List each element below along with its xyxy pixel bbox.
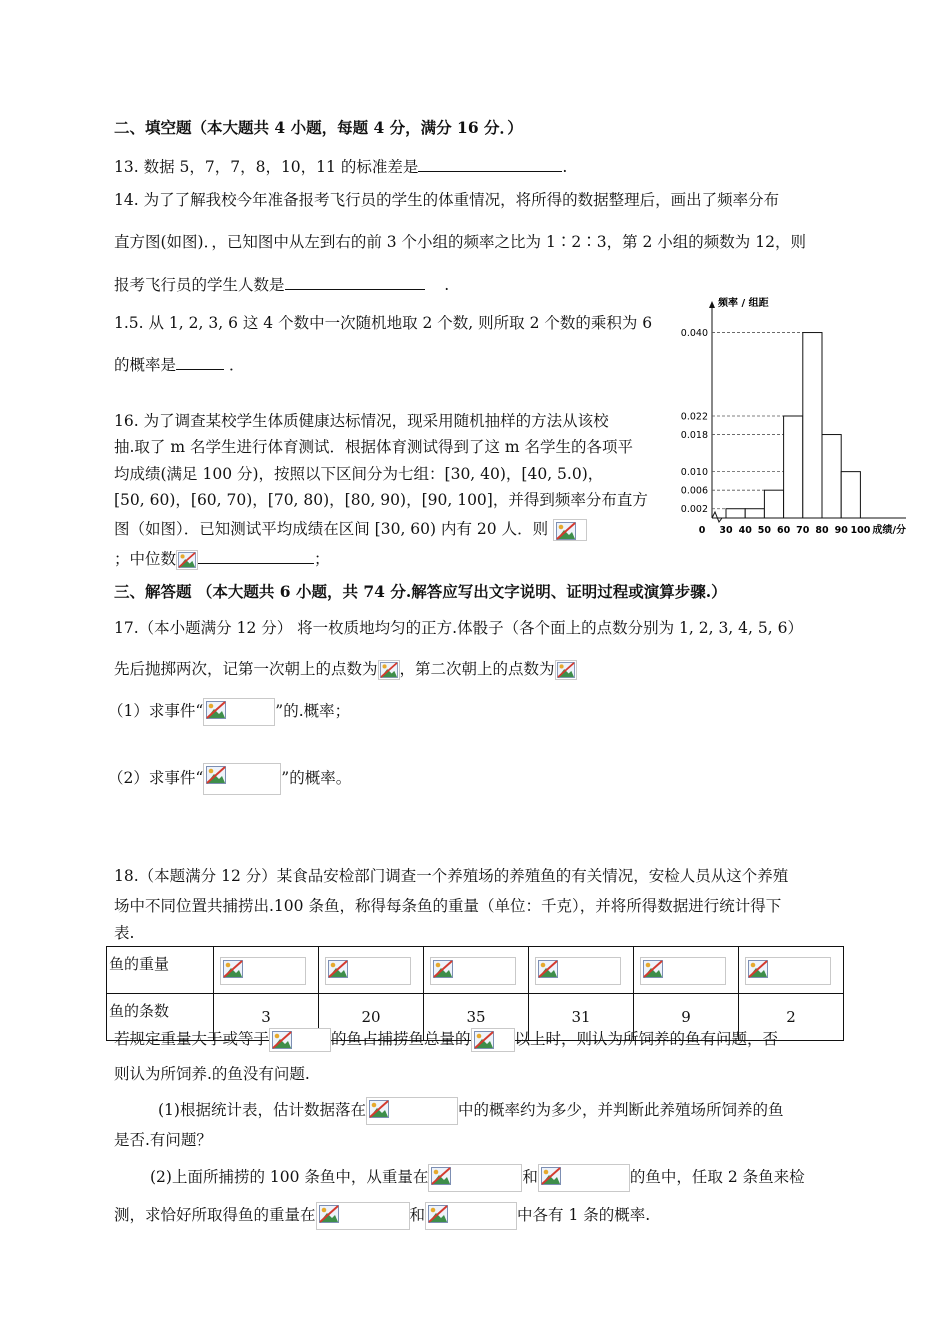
- y-tick-label: 0.010: [680, 467, 708, 479]
- histogram-bar: [822, 435, 841, 518]
- interval-formula-image: [640, 957, 726, 985]
- image-placeholder-icon: [428, 1205, 448, 1223]
- interval-formula-image: [535, 957, 621, 985]
- histogram-y-axis-label: 频率 / 组距: [718, 298, 769, 309]
- weight-interval-cell: [739, 947, 844, 994]
- image-placeholder-icon: [178, 552, 196, 568]
- image-placeholder-icon: [643, 960, 663, 978]
- event-formula-image: [203, 763, 281, 795]
- image-placeholder-icon: [556, 522, 576, 540]
- section-3-heading: 三、解答题 （本大题共 6 小题，共 74 分.解答应写出文字说明、证明过程或演算步骤.）: [114, 582, 727, 601]
- image-placeholder-icon: [206, 701, 226, 719]
- q16-line-4: [50, 60)，[60, 70)，[70, 80)，[80, 90)，[90, 100]，并得到频率分布直方: [114, 491, 648, 509]
- y-axis-arrow: [709, 301, 715, 308]
- interval-formula-image: [428, 1164, 522, 1192]
- q15-answer-blank[interactable]: [176, 353, 224, 370]
- q17-part-1: （1）求事件“ ”的.概率；: [108, 698, 350, 726]
- question-13: 13. 数据 5，7，7，8，10，11 的标准差是 .: [114, 155, 567, 178]
- image-placeholder-icon: [369, 1100, 389, 1118]
- count-cell: 9: [634, 994, 739, 1041]
- formula-image-y: [555, 660, 577, 680]
- image-placeholder-icon: [206, 766, 226, 784]
- q14-line-1: 14. 为了了解我校今年准备报考飞行员的学生的体重情况，将所得的数据整理后，画出了频率分布: [114, 191, 780, 209]
- q14-line-2: 直方图(如图)．，已知图中从左到右的前 3 个小组的频率之比为 1∶2∶3，第 2 小组的频数为 12，则: [114, 233, 806, 251]
- image-placeholder-icon: [272, 1031, 292, 1049]
- q18-line-2: 场中不同位置共捕捞出.100 条鱼，称得每条鱼的重量（单位：千克），并将所得数据进行统计得下: [114, 897, 782, 915]
- x-tick-label: 70: [796, 525, 810, 536]
- image-placeholder-icon: [538, 960, 558, 978]
- x-tick-label: 30: [719, 525, 733, 536]
- image-placeholder-icon: [748, 960, 768, 978]
- q15-line-2: 的概率是 ．: [114, 353, 244, 376]
- q13-text: 13. 数据 5，7，7，8，10，11 的标准差是: [114, 158, 419, 176]
- histogram-bar: [745, 509, 764, 518]
- q13-answer-blank[interactable]: [418, 155, 562, 172]
- interval-formula-image: [220, 957, 306, 985]
- histogram-x-axis-label: 成绩/分: [872, 525, 907, 536]
- y-tick-label: 0.022: [680, 411, 708, 423]
- x-tick-label: 100: [850, 525, 871, 536]
- interval-formula-image: [745, 957, 831, 985]
- q17-line-2: 先后抛掷两次，记第一次朝上的点数为 ，第二次朝上的点数为: [114, 658, 577, 680]
- x-tick-label: 50: [757, 525, 772, 536]
- frequency-histogram: [668, 292, 930, 540]
- image-placeholder-icon: [223, 960, 243, 978]
- y-tick-label: 0.040: [680, 328, 708, 340]
- q16-line-6: ；中位数 ；: [114, 547, 330, 570]
- image-placeholder-icon: [433, 960, 453, 978]
- table-row-weight: [107, 947, 844, 994]
- q18-part-1-cont: 是否.有问题？: [114, 1131, 212, 1149]
- q16-median-blank[interactable]: [198, 547, 314, 564]
- formula-image: [553, 519, 587, 541]
- q15-line-1: 1.5. 从 1, 2, 3, 6 这 4 个数中一次随机地取 2 个数, 则所取 2 个数的乘积为 6: [114, 314, 653, 332]
- q18-part-1: (1)根据统计表，估计数据落在 中的概率约为多少，并判断此养殖场所饲养的鱼: [158, 1097, 783, 1125]
- y-tick-label: 0.002: [680, 504, 708, 516]
- histogram-bars: [726, 333, 860, 518]
- x-tick-label: 80: [815, 525, 829, 536]
- row-header-weight: 鱼的重量: [107, 947, 214, 994]
- section-2-heading: 二、填空题（本大题共 4 小题，每题 4 分，满分 16 分．）: [114, 118, 523, 137]
- count-cell: 3: [214, 994, 319, 1041]
- count-cell: 20: [319, 994, 424, 1041]
- image-placeholder-icon: [380, 662, 398, 678]
- y-tick-label: 0.006: [680, 485, 708, 497]
- q18-rule-2: 则认为所饲养.的鱼没有问题.: [114, 1065, 310, 1083]
- q16-line-1: 16. 为了调查某校学生体质健康达标情况，现采用随机抽样的方法从该校: [114, 412, 609, 430]
- interval-formula-image: [430, 957, 516, 985]
- q18-line-3: 表.: [114, 924, 135, 942]
- histogram-bar: [726, 509, 745, 518]
- fish-weight-table: [106, 946, 844, 1041]
- q16-line-3: 均成绩(满足 100 分)，按照以下区间分为七组：[30, 40)，[40, 5.0)，: [114, 465, 604, 483]
- q18-line-1: 18.（本题满分 12 分）某食品安检部门调查一个养殖场的养殖鱼的有关情况，安检人员从这个养殖: [114, 867, 789, 885]
- q16-line-2: 抽.取了 m 名学生进行体育测试．根据体育测试得到了这 m 名学生的各项平: [114, 438, 634, 456]
- image-placeholder-icon: [431, 1167, 451, 1185]
- q18-rule: 若规定重量大于或等于 的鱼占捕捞鱼总量的 以上时，则认为所饲养的鱼有问题，否: [114, 1028, 778, 1052]
- histogram-x-ticks: [699, 525, 871, 536]
- image-placeholder-icon: [319, 1205, 339, 1223]
- q18-part-2: (2)上面所捕捞的 100 条鱼中，从重量在 和 的鱼中，任取 2 条鱼来检: [150, 1164, 805, 1192]
- histogram-bar: [764, 490, 783, 518]
- histogram-bar: [784, 416, 803, 518]
- interval-formula-image: [325, 957, 411, 985]
- formula-image: [269, 1028, 331, 1052]
- formula-image: [471, 1028, 515, 1052]
- q16-line-5: 图（如图）．已知测试平均成绩在区间 [30, 60) 内有 20 人．则: [114, 518, 587, 541]
- interval-formula-image: [425, 1202, 517, 1230]
- event-formula-image: [203, 698, 275, 726]
- interval-formula-image: [538, 1164, 630, 1192]
- count-cell: 31: [529, 994, 634, 1041]
- weight-interval-cell: [424, 947, 529, 994]
- formula-image: [176, 550, 198, 570]
- interval-formula-image: [366, 1097, 458, 1125]
- interval-formula-image: [316, 1202, 410, 1230]
- histogram-y-ticks: [681, 328, 708, 515]
- formula-image-x: [378, 660, 400, 680]
- q17-line-1: 17.（本小题满分 12 分） 将一枚质地均匀的正方.体骰子（各个面上的点数分别为 1, 2, 3, 4, 5, 6）: [114, 619, 803, 637]
- q17-part-2: （2）求事件“ ”的概率。: [108, 763, 351, 795]
- image-placeholder-icon: [541, 1167, 561, 1185]
- x-tick-label: 40: [738, 525, 752, 536]
- weight-interval-cell: [214, 947, 319, 994]
- histogram-bar: [841, 472, 860, 518]
- x-tick-label: 60: [776, 525, 791, 536]
- weight-interval-cell: [634, 947, 739, 994]
- image-placeholder-icon: [474, 1031, 494, 1049]
- axis-break-mark: [712, 512, 722, 522]
- histogram-bar: [803, 333, 822, 518]
- count-cell: 35: [424, 994, 529, 1041]
- image-placeholder-icon: [557, 662, 575, 678]
- q14-answer-blank[interactable]: [285, 273, 425, 290]
- q18-part-2-cont: 测，求恰好所取得鱼的重量在 和 中各有 1 条的概率.: [114, 1202, 650, 1230]
- y-tick-label: 0.018: [680, 430, 708, 442]
- row-header-count: 鱼的条数: [107, 994, 214, 1041]
- count-cell: 2: [739, 994, 844, 1041]
- weight-interval-cell: [529, 947, 634, 994]
- q14-line-3: 报考飞行员的学生人数是 .: [114, 273, 449, 296]
- weight-interval-cell: [319, 947, 424, 994]
- image-placeholder-icon: [328, 960, 348, 978]
- x-tick-label: 90: [834, 525, 848, 536]
- x-tick-label: 0: [698, 525, 706, 536]
